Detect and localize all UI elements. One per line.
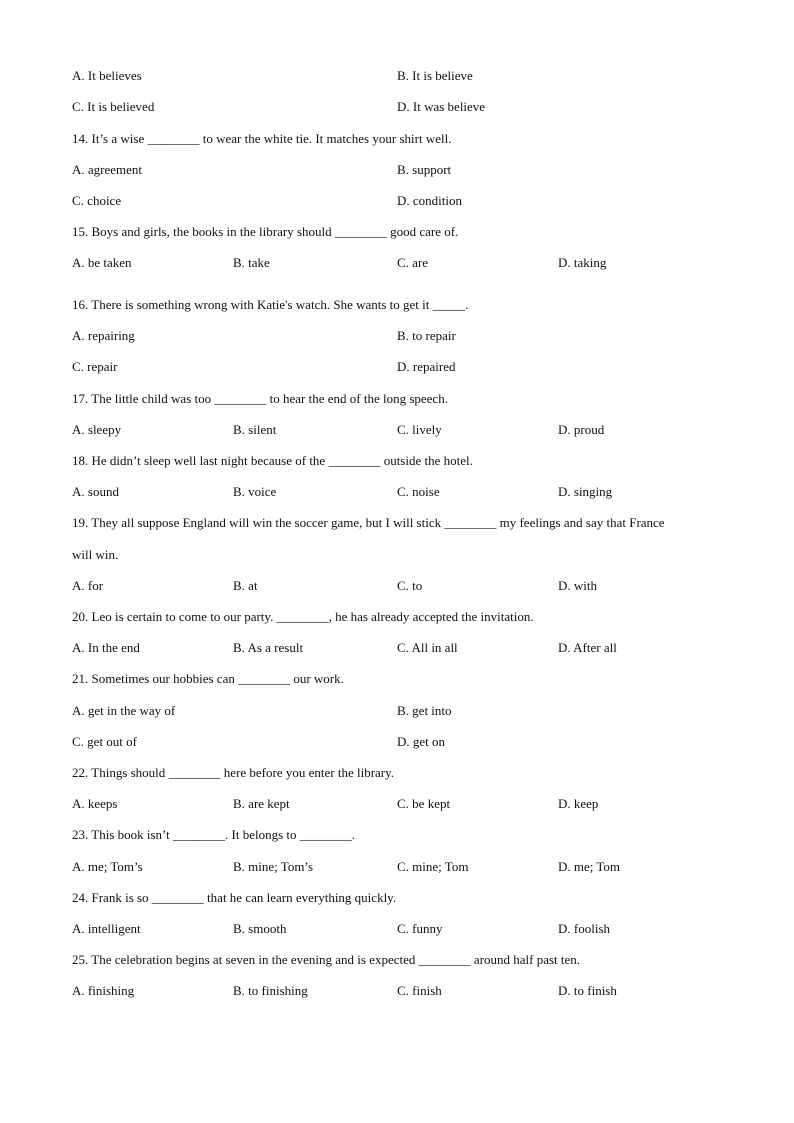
answer-option: C. All in all xyxy=(397,640,458,655)
answer-option: D. keep xyxy=(558,796,599,811)
answer-option: D. to finish xyxy=(558,983,617,998)
answer-option: D. proud xyxy=(558,422,605,437)
question-stem: 25. The celebration begins at seven in the evening and is expected ________ around half past ten. xyxy=(72,952,581,967)
answer-option: D. repaired xyxy=(397,359,456,374)
answer-option: C. choice xyxy=(72,193,122,208)
answer-option: A. finishing xyxy=(72,983,135,998)
answer-option: D. foolish xyxy=(558,921,610,936)
answer-option: A. It believes xyxy=(72,68,142,83)
answer-option: A. get in the way of xyxy=(72,703,176,718)
answer-option: B. are kept xyxy=(233,796,290,811)
answer-option: B. support xyxy=(397,162,452,177)
answer-option: D. taking xyxy=(558,255,607,270)
answer-option: D. get on xyxy=(397,734,446,749)
answer-option: A. keeps xyxy=(72,796,118,811)
question-stem: 19. They all suppose England will win the soccer game, but I will stick ________ my feelings and say that France xyxy=(72,515,665,530)
answer-option: B. take xyxy=(233,255,270,270)
answer-option: A. for xyxy=(72,578,104,593)
answer-option: B. to finishing xyxy=(233,983,308,998)
answer-option: C. lively xyxy=(397,422,442,437)
answer-option: D. singing xyxy=(558,484,613,499)
question-stem: 24. Frank is so ________ that he can learn everything quickly. xyxy=(72,890,397,905)
answer-option: A. me; Tom’s xyxy=(72,859,143,874)
answer-option: B. at xyxy=(233,578,258,593)
question-stem: 20. Leo is certain to come to our party. ________, he has already accepted the invitation. xyxy=(72,609,534,624)
answer-option: D. with xyxy=(558,578,597,593)
answer-option: A. intelligent xyxy=(72,921,141,936)
answer-option: C. to xyxy=(397,578,423,593)
answer-option: C. It is believed xyxy=(72,99,155,114)
question-stem-continuation: will win. xyxy=(72,547,119,562)
answer-option: B. smooth xyxy=(233,921,287,936)
answer-option: C. noise xyxy=(397,484,440,499)
answer-option: D. It was believe xyxy=(397,99,486,114)
answer-option: D. After all xyxy=(558,640,617,655)
question-stem: 14. It’s a wise ________ to wear the white tie. It matches your shirt well. xyxy=(72,131,452,146)
answer-option: B. silent xyxy=(233,422,277,437)
answer-option: C. finish xyxy=(397,983,442,998)
answer-option: A. repairing xyxy=(72,328,135,343)
answer-option: B. get into xyxy=(397,703,452,718)
answer-option: C. repair xyxy=(72,359,118,374)
answer-option: C. are xyxy=(397,255,429,270)
question-stem: 15. Boys and girls, the books in the library should ________ good care of. xyxy=(72,224,459,239)
question-stem: 16. There is something wrong with Katie's watch. She wants to get it _____. xyxy=(72,297,469,312)
answer-option: A. be taken xyxy=(72,255,132,270)
answer-option: C. be kept xyxy=(397,796,451,811)
answer-option: C. mine; Tom xyxy=(397,859,469,874)
answer-option: B. voice xyxy=(233,484,277,499)
answer-option: B. As a result xyxy=(233,640,304,655)
answer-option: D. condition xyxy=(397,193,462,208)
answer-option: C. get out of xyxy=(72,734,137,749)
answer-option: B. mine; Tom’s xyxy=(233,859,314,874)
answer-option: B. It is believe xyxy=(397,68,473,83)
answer-option: C. funny xyxy=(397,921,443,936)
question-stem: 23. This book isn’t ________. It belongs to ________. xyxy=(72,827,355,842)
answer-option: A. agreement xyxy=(72,162,143,177)
answer-option: A. sound xyxy=(72,484,119,499)
answer-option: A. In the end xyxy=(72,640,140,655)
question-stem: 18. He didn’t sleep well last night because of the ________ outside the hotel. xyxy=(72,453,473,468)
answer-option: A. sleepy xyxy=(72,422,122,437)
question-stem: 21. Sometimes our hobbies can ________ our work. xyxy=(72,671,344,686)
question-stem: 22. Things should ________ here before you enter the library. xyxy=(72,765,395,780)
answer-option: D. me; Tom xyxy=(558,859,621,874)
answer-option: B. to repair xyxy=(397,328,456,343)
question-stem: 17. The little child was too ________ to hear the end of the long speech. xyxy=(72,391,448,406)
